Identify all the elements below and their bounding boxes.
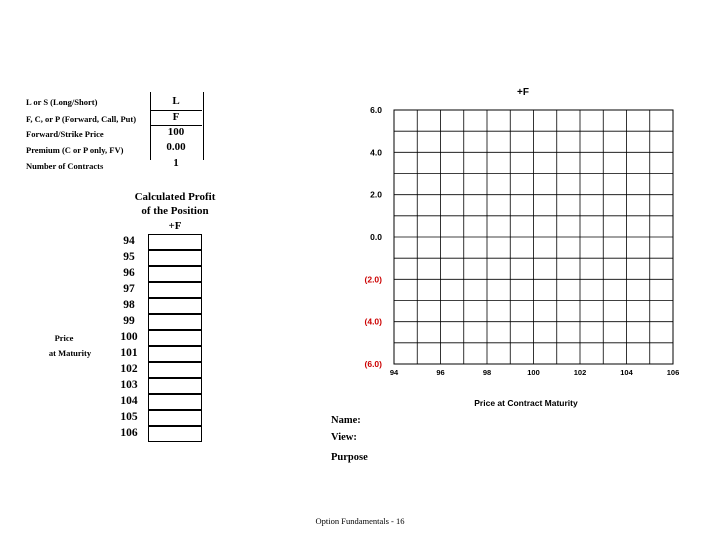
- param-value-instrument[interactable]: F: [172, 111, 180, 123]
- price-label: 103: [120, 379, 138, 391]
- name-label: Name:: [331, 415, 361, 426]
- profit-cell[interactable]: [148, 378, 202, 394]
- param-label-contracts: Number of Contracts: [26, 161, 104, 171]
- y-tick-label: (4.0): [364, 316, 382, 327]
- y-tick-label: (2.0): [364, 274, 382, 285]
- param-value-long-short[interactable]: L: [172, 95, 180, 107]
- x-tick-label: 98: [482, 368, 492, 377]
- footer-slide-label: Option Fundamentals - 16: [315, 516, 405, 526]
- y-tick-label: 2.0: [370, 189, 382, 200]
- y-tick-label: 0.0: [370, 232, 382, 242]
- price-label: 98: [123, 299, 135, 311]
- x-tick-label: 104: [620, 368, 633, 377]
- chart-title: +F: [517, 87, 529, 98]
- profit-cell[interactable]: [148, 346, 202, 362]
- x-tick-label: 100: [527, 368, 540, 377]
- view-label: View:: [331, 432, 357, 443]
- price-label: 104: [120, 395, 138, 407]
- profit-cell[interactable]: [148, 298, 202, 314]
- y-tick-label: (6.0): [364, 359, 382, 369]
- price-label: 95: [123, 251, 135, 263]
- purpose-label: Purpose: [331, 452, 368, 463]
- side-label-price: Price: [54, 333, 74, 343]
- param-value-strike[interactable]: 100: [167, 126, 185, 138]
- y-tick-label: 4.0: [370, 147, 382, 158]
- price-label: 101: [120, 347, 138, 359]
- profit-cell[interactable]: [148, 282, 202, 298]
- profit-cell[interactable]: [148, 330, 202, 346]
- x-tick-label: 94: [389, 368, 399, 377]
- table-header-line2: of the Position: [141, 205, 209, 217]
- profit-cell[interactable]: [148, 250, 202, 266]
- profit-cell[interactable]: [148, 362, 202, 378]
- y-tick-label: 6.0: [370, 105, 382, 115]
- profit-cell[interactable]: [148, 410, 202, 426]
- param-label-instrument: F, C, or P (Forward, Call, Put): [26, 114, 137, 124]
- x-axis-label: Price at Contract Maturity: [474, 398, 578, 408]
- profit-cell[interactable]: [148, 394, 202, 410]
- price-label: 94: [123, 235, 135, 247]
- price-label: 100: [120, 331, 138, 343]
- price-label: 97: [123, 283, 135, 295]
- profit-chart: [340, 80, 700, 410]
- profit-cell[interactable]: [148, 314, 202, 330]
- x-tick-label: 96: [436, 368, 445, 377]
- price-label: 99: [123, 315, 135, 327]
- price-label: 102: [120, 363, 138, 375]
- price-label: 96: [123, 267, 135, 279]
- table-column-label: +F: [168, 220, 182, 232]
- price-label: 105: [120, 411, 138, 423]
- price-label: 106: [120, 427, 138, 439]
- param-label-strike: Forward/Strike Price: [26, 129, 104, 139]
- profit-cell[interactable]: [148, 426, 202, 442]
- profit-cell[interactable]: [148, 266, 202, 282]
- param-value-contracts[interactable]: 1: [173, 157, 179, 169]
- param-value-premium[interactable]: 0.00: [166, 141, 186, 153]
- side-label-maturity: at Maturity: [48, 348, 92, 358]
- param-label-premium: Premium (C or P only, FV): [26, 145, 124, 155]
- x-tick-label: 106: [666, 368, 680, 377]
- param-label-long-short: L or S (Long/Short): [26, 97, 98, 107]
- x-tick-label: 102: [573, 368, 587, 377]
- profit-cell[interactable]: [148, 234, 202, 250]
- table-header-line1: Calculated Profit: [134, 191, 216, 203]
